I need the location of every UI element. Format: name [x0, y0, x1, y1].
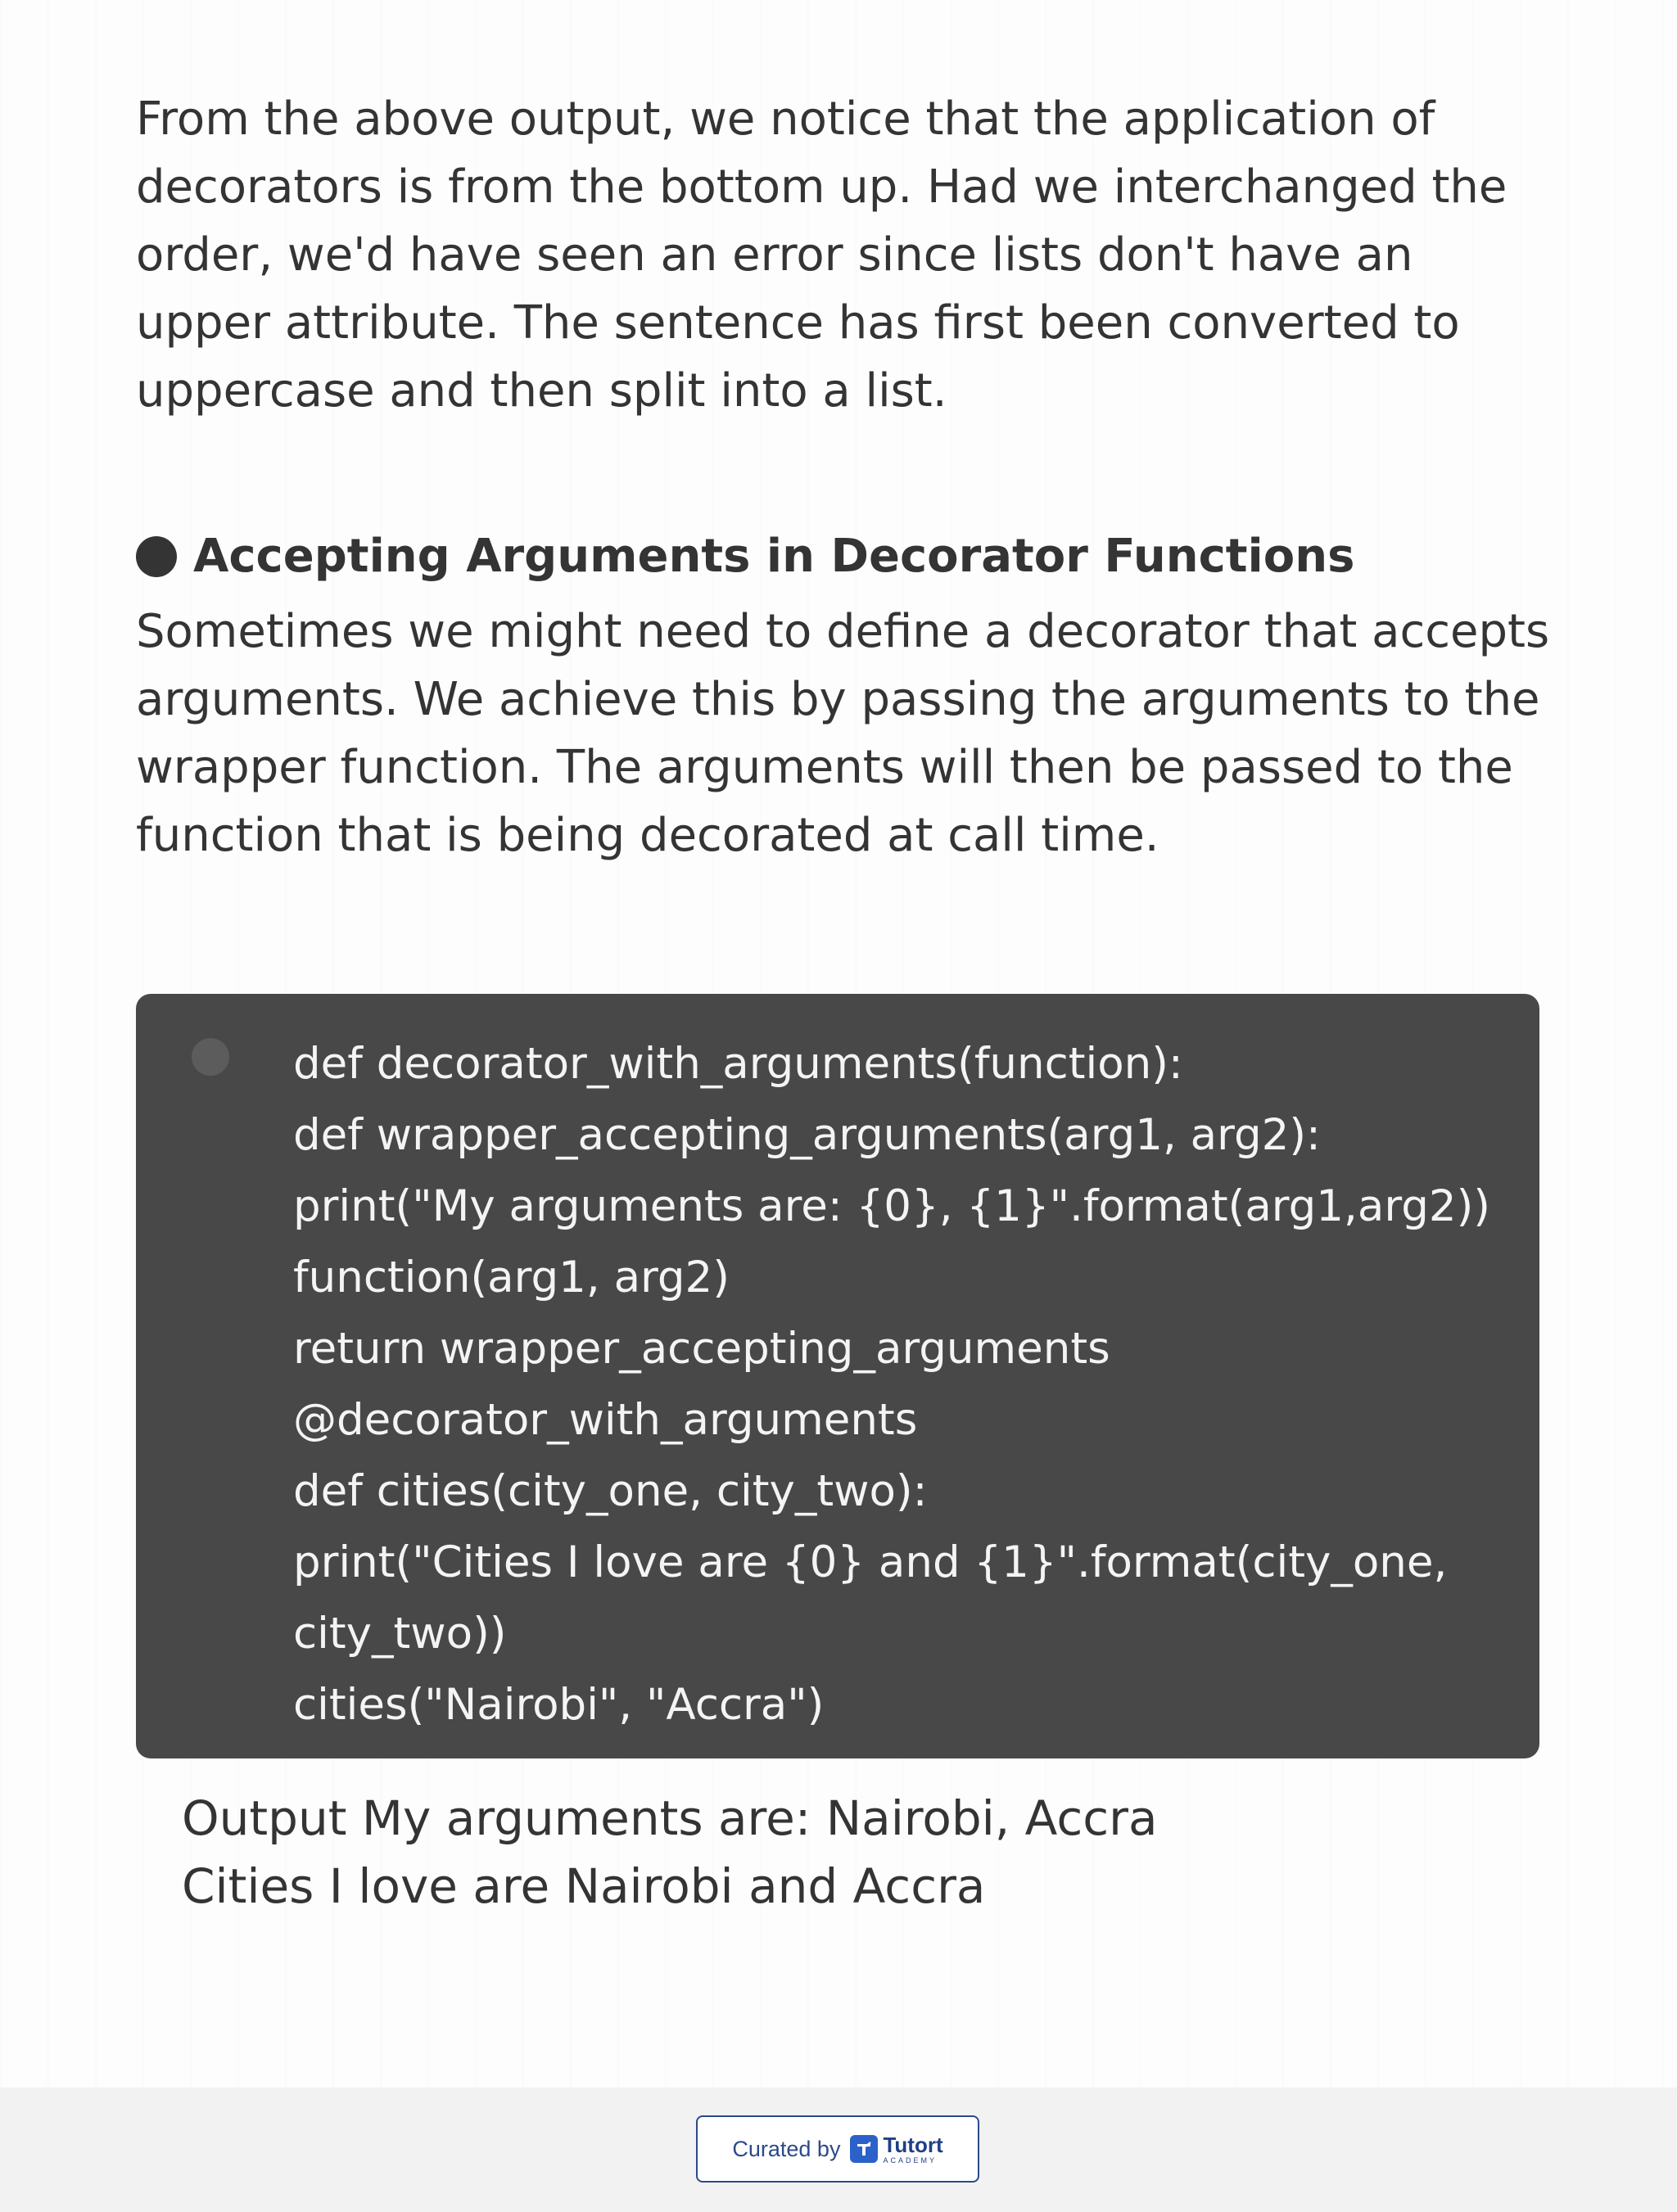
intro-paragraph: From the above output, we notice that the application of decorators is from the bottom up. Had we interchanged the order, we'd have seen an error since lists don't have an upper attribute. The sentence has first been converted to uppercase and then split into a list.	[136, 93, 1507, 418]
code-line: def decorator_with_arguments(function):	[293, 1039, 1183, 1089]
code-line: print("My arguments are: {0}, {1}".format(arg1,arg2))	[293, 1181, 1490, 1231]
code-line: city_two))	[293, 1609, 507, 1659]
code-line: def wrapper_accepting_arguments(arg1, arg2):	[293, 1110, 1321, 1160]
output-line: Output My arguments are: Nairobi, Accra	[182, 1790, 1158, 1846]
code-line: def cities(city_one, city_two):	[293, 1466, 928, 1516]
brand-subtitle: ACADEMY	[883, 2156, 937, 2165]
code-line: cities("Nairobi", "Accra")	[293, 1680, 825, 1730]
code-block	[136, 994, 1539, 1758]
code-line: return wrapper_accepting_arguments	[293, 1324, 1110, 1374]
tutort-logo-icon	[850, 2135, 878, 2163]
curated-by-badge[interactable]	[696, 2115, 979, 2183]
curated-by-label: Curated by	[732, 2136, 841, 2161]
section-heading-text: Accepting Arguments in Decorator Functions	[193, 530, 1355, 583]
output-text	[182, 1785, 1158, 1921]
brand-name: Tutort	[883, 2132, 943, 2157]
output-line: Cities I love are Nairobi and Accra	[182, 1858, 986, 1914]
section-body: Sometimes we might need to define a decorator that accepts arguments. We achieve this by passing the arguments to the wrapper function. The arguments will then be passed to the function that is being decorated at call time.	[136, 605, 1550, 862]
bullet-icon	[136, 536, 177, 577]
code-line: print("Cities I love are {0} and {1}".format(city_one,	[293, 1537, 1448, 1587]
section-heading	[136, 524, 1354, 589]
brand-words	[883, 2134, 942, 2165]
code-bullet-icon	[192, 1038, 229, 1076]
code-line: @decorator_with_arguments	[293, 1395, 918, 1445]
code-line: function(arg1, arg2)	[293, 1253, 730, 1302]
code-lines	[293, 1028, 1490, 1740]
brand-logo	[850, 2134, 942, 2165]
